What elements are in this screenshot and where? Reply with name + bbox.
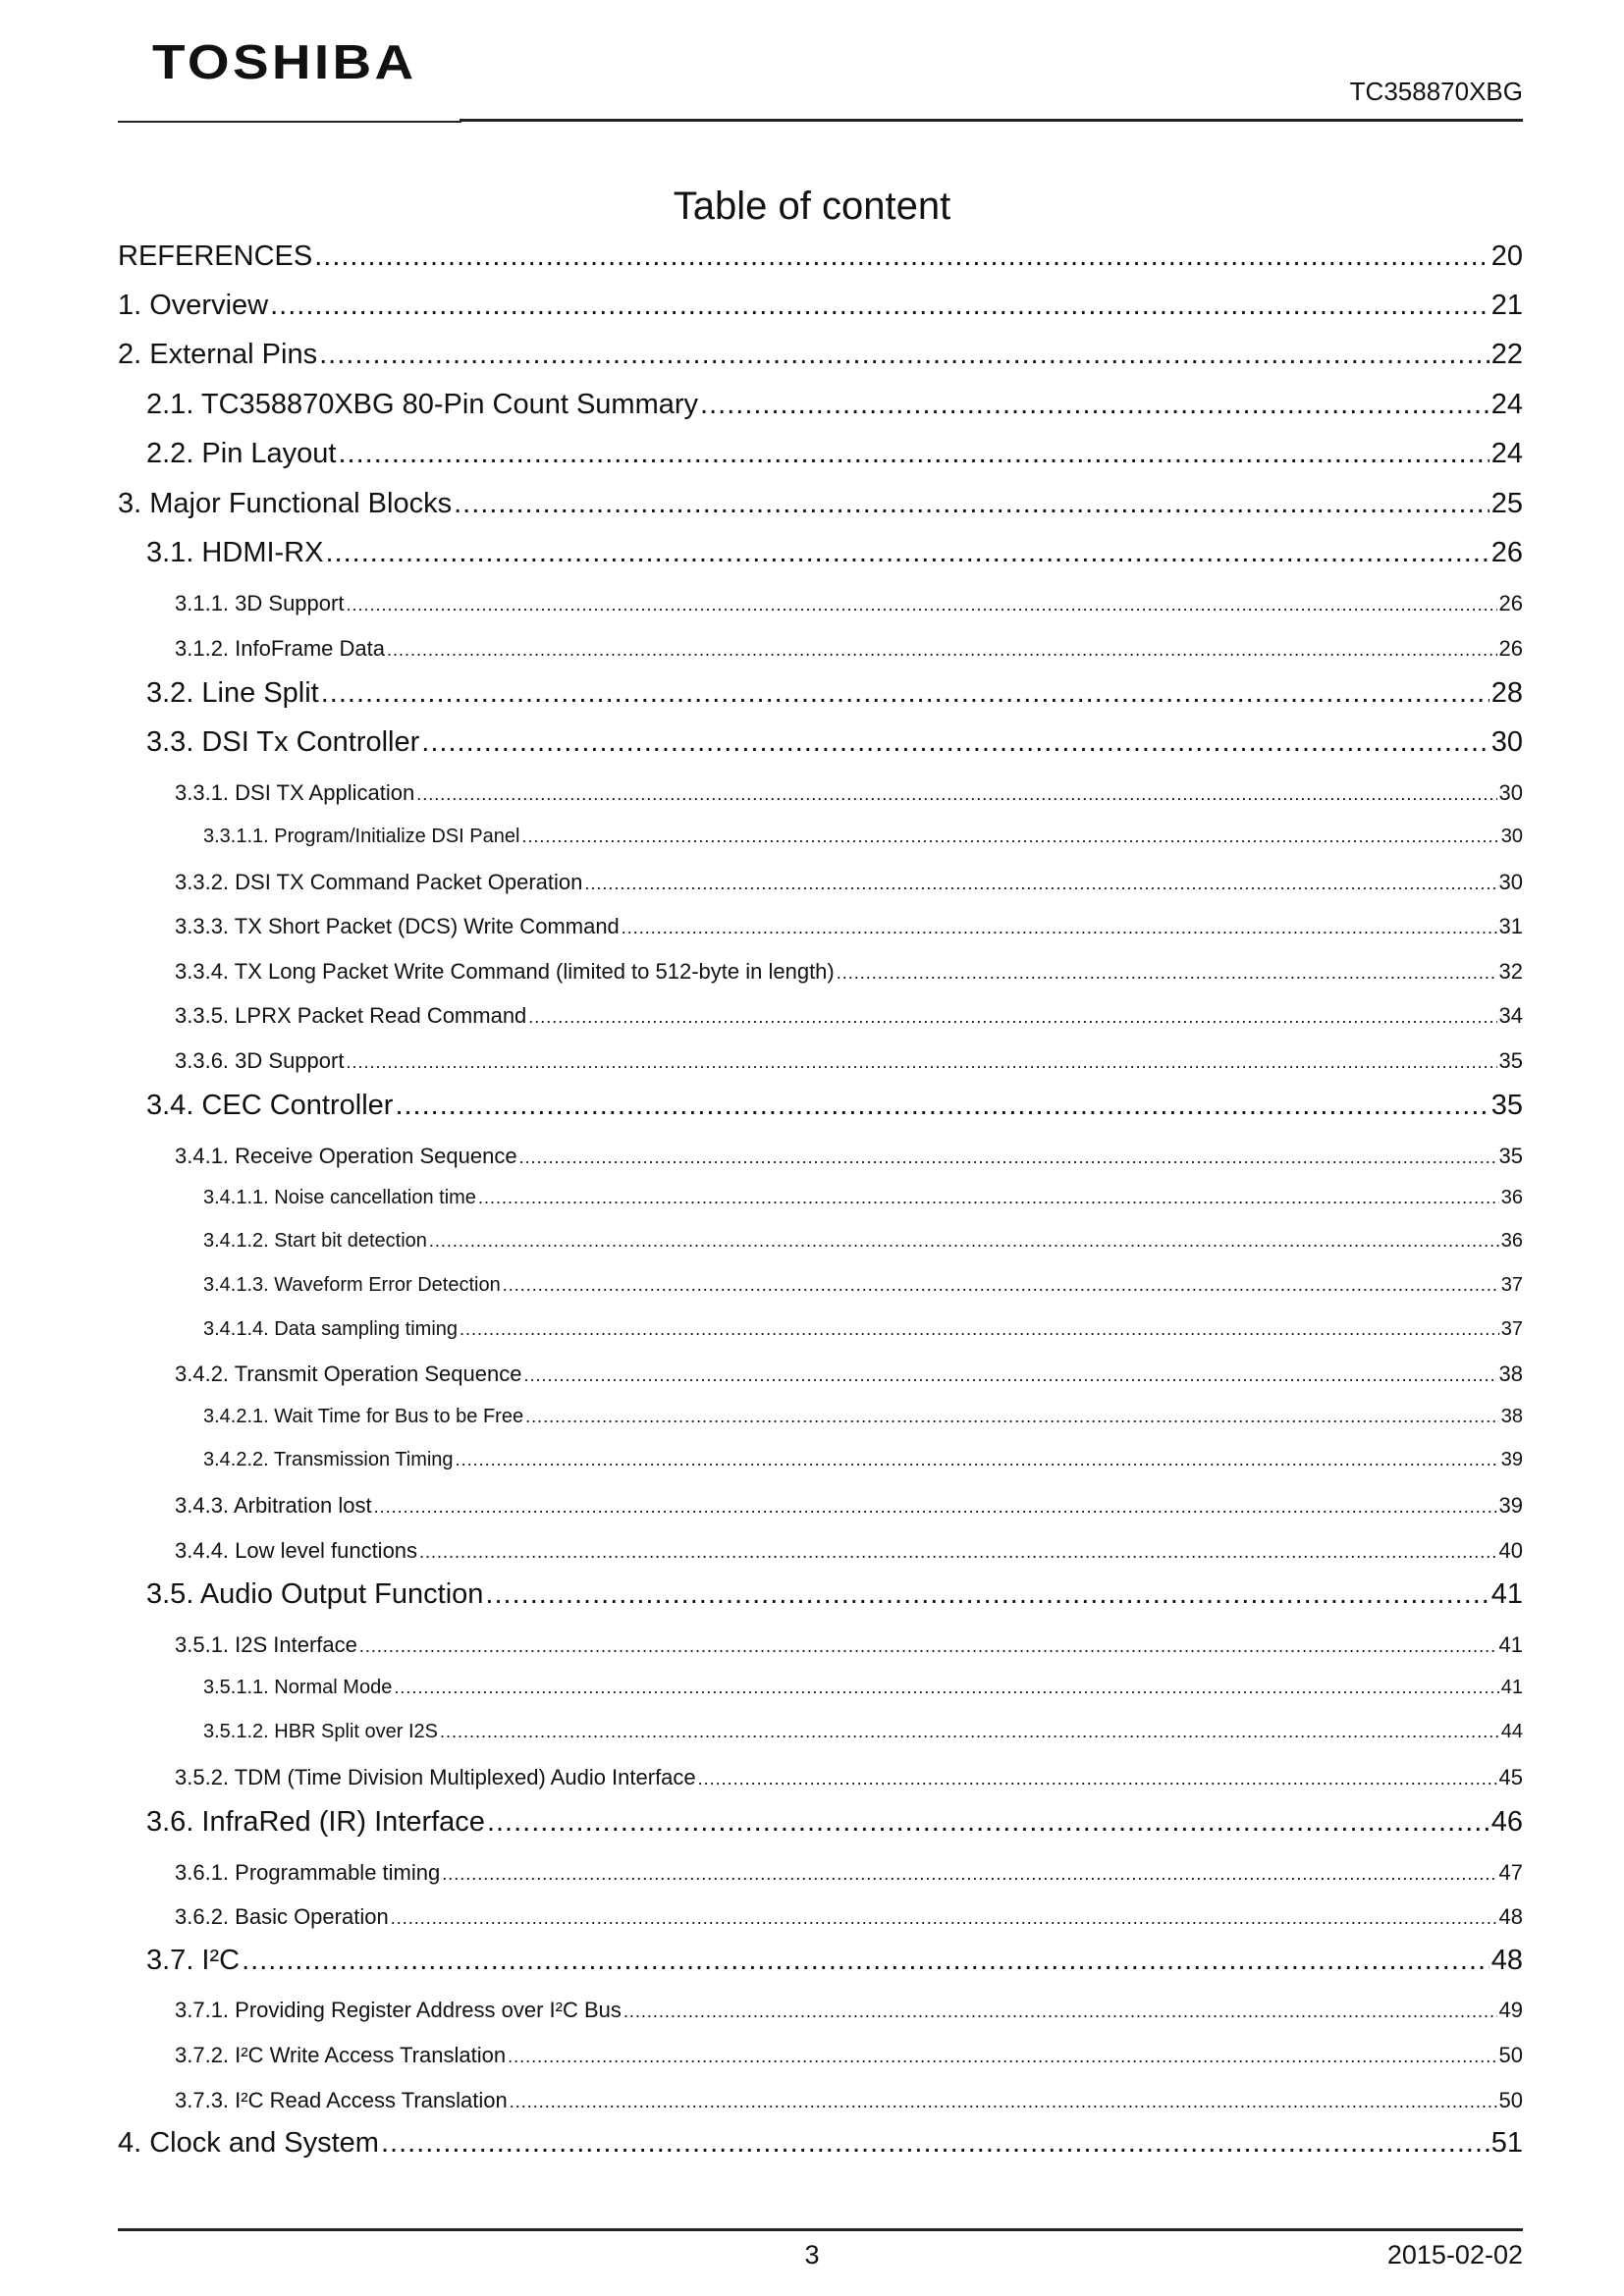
toc-entry-page: 30 [1500,826,1523,847]
toc-entry-title: 1. Overview [118,290,269,321]
toc-entry-page: 26 [1490,537,1523,568]
toc-entry-title: 3.4. CEC Controller [146,1090,394,1121]
toc-dot-leader [374,1497,1497,1518]
toc-dot-leader [394,1678,1498,1698]
toc-entry[interactable] [118,677,1523,710]
toc-entry-page: 40 [1498,1538,1523,1563]
toc-entry-page: 49 [1498,1998,1523,2022]
toc-entry-page: 39 [1500,1449,1523,1470]
toc-entry-title: 3.4.1. Receive Operation Sequence [175,1144,517,1168]
toc-entry-page: 36 [1500,1230,1523,1252]
toc-entry[interactable] [118,959,1523,985]
toc-entry-page: 31 [1498,914,1523,938]
toc-entry[interactable] [118,780,1523,806]
toc-entry-title: 3.2. Line Split [146,677,319,709]
header-rule-left [118,121,461,123]
toc-dot-leader [440,1722,1499,1742]
toc-dot-leader [346,1052,1496,1073]
toc-dot-leader [487,1806,1489,1839]
toc-dot-leader [521,827,1498,847]
toc-dot-leader [416,784,1496,805]
toc-entry[interactable] [118,1998,1523,2023]
toc-entry-page: 41 [1498,1632,1523,1657]
toc-entry-page: 44 [1500,1721,1523,1742]
toc-dot-leader [321,677,1489,710]
toc-entry-title: 3.6. InfraRed (IR) Interface [146,1806,485,1838]
toc-entry[interactable] [118,2043,1523,2068]
toc-entry-page: 24 [1490,438,1523,469]
toc-entry-page: 24 [1490,389,1523,420]
toc-entry[interactable] [118,537,1523,569]
toc-dot-leader [314,240,1489,273]
toc-dot-leader [346,595,1496,615]
toc-entry[interactable] [118,1230,1523,1253]
toc-dot-leader [837,963,1497,984]
toc-entry-title: 2. External Pins [118,339,318,370]
toc-entry-page: 38 [1498,1362,1523,1386]
toc-entry-page: 26 [1498,591,1523,615]
toc-entry-page: 34 [1498,1003,1523,1028]
toc-entry-title: 3.5.1.2. HBR Split over I2S [203,1721,439,1742]
toc-entry[interactable] [118,1860,1523,1886]
toc-dot-leader [523,1365,1496,1386]
toc-entry[interactable] [118,1187,1523,1209]
toc-dot-leader [270,290,1489,322]
toc-entry[interactable] [118,1904,1523,1930]
toc-entry[interactable] [118,389,1523,421]
toc-entry-title: 3.4.1.1. Noise cancellation time [203,1187,476,1208]
toc-entry[interactable] [118,1493,1523,1519]
toc-entry[interactable] [118,290,1523,322]
toc-dot-leader [421,726,1489,759]
toc-entry-title: 3.4.1.3. Waveform Error Detection [203,1274,501,1296]
toc-dot-leader [698,1769,1497,1789]
toc-entry-page: 32 [1498,959,1523,984]
toc-entry-page: 26 [1498,636,1523,661]
toc-entry-title: 3.4.1.2. Start bit detection [203,1230,427,1252]
toc-dot-leader [622,918,1497,938]
page-number: 3 [804,2240,820,2269]
toc-entry[interactable] [118,1677,1523,1699]
toc-dot-leader [387,640,1497,661]
toc-entry-page: 39 [1498,1493,1523,1518]
toc-entry-page: 20 [1490,240,1523,272]
toc-dot-leader [519,1148,1497,1168]
toc-entry[interactable] [118,1406,1523,1428]
toc-entry[interactable] [118,1274,1523,1297]
toc-entry-title: 3.3.3. TX Short Packet (DCS) Write Command [175,914,620,938]
toc-entry-title: 3.4.4. Low level functions [175,1538,418,1563]
toc-dot-leader [419,1542,1496,1563]
toc-entry-title: 3.5.2. TDM (Time Division Multiplexed) Audio Interface [175,1765,696,1789]
toc-dot-leader [429,1231,1499,1252]
toc-dot-leader [525,1407,1499,1427]
toc-entry[interactable] [118,1362,1523,1387]
toc-entry-title: 3.4.2.2. Transmission Timing [203,1449,454,1470]
toc-entry-title: 3.3.4. TX Long Packet Write Command (limited to 512-byte in length) [175,959,835,984]
footer-rule [118,2228,1523,2231]
toc-dot-leader [700,389,1489,421]
toc-entry-title: 3.6.1. Programmable timing [175,1860,441,1885]
toc-entry-title: 3.1.1. 3D Support [175,591,345,615]
toc-entry[interactable] [118,826,1523,848]
toc-dot-leader [584,874,1496,894]
toc-entry[interactable] [118,1090,1523,1122]
toc-entry-page: 50 [1498,2088,1523,2112]
toc-dot-leader [510,2092,1497,2112]
page-title: Table of content [673,185,951,228]
toc-entry[interactable] [118,1318,1523,1341]
toc-dot-leader [319,339,1489,371]
toc-dot-leader [528,1007,1496,1028]
toc-entry-title: 3.3.1. DSI TX Application [175,780,415,805]
toc-entry-page: 36 [1500,1187,1523,1208]
toc-entry-title: 3.1.2. InfoFrame Data [175,636,385,661]
toc-entry[interactable] [118,339,1523,371]
toc-entry[interactable] [118,2088,1523,2113]
toc-dot-leader [508,2047,1496,2067]
toc-entry-page: 38 [1500,1406,1523,1427]
toc-entry[interactable] [118,1003,1523,1029]
toc-entry[interactable] [118,1449,1523,1471]
toc-entry-page: 22 [1490,339,1523,370]
toc-entry-page: 41 [1490,1578,1523,1610]
toc-entry-page: 35 [1498,1048,1523,1073]
toc-entry-title: 3.4.3. Arbitration lost [175,1493,372,1518]
toc-entry[interactable] [118,240,1523,273]
toc-entry-page: 45 [1498,1765,1523,1789]
toc-dot-leader [391,1908,1497,1929]
toc-entry[interactable] [118,1632,1523,1658]
toc-entry[interactable] [118,636,1523,662]
toc-dot-leader [623,2002,1497,2022]
toc-dot-leader [359,1636,1497,1657]
toc-entry[interactable] [118,2127,1523,2160]
toc-dot-leader [395,1090,1489,1122]
toc-entry-title: 2.1. TC358870XBG 80-Pin Count Summary [146,389,699,420]
toc-dot-leader [381,2127,1489,2160]
toc-entry-title: 3.5.1.1. Normal Mode [203,1677,393,1698]
toc-entry-page: 41 [1500,1677,1523,1698]
toc-dot-leader [242,1945,1489,1977]
toc-dot-leader [454,488,1489,520]
toc-entry-page: 50 [1498,2043,1523,2067]
toc-entry[interactable] [118,1538,1523,1564]
toc-entry-page: 48 [1498,1904,1523,1929]
toc-entry-page: 30 [1498,870,1523,894]
toc-entry[interactable] [118,1945,1523,1977]
toc-entry-title: 3.6.2. Basic Operation [175,1904,389,1929]
toc-entry[interactable] [118,1765,1523,1790]
toc-entry-title: 3.3. DSI Tx Controller [146,726,420,758]
toc-entry-title: REFERENCES [118,240,313,272]
toc-dot-leader [460,1319,1499,1340]
toc-entry[interactable] [118,438,1523,470]
toc-entry-title: 3.4.1.4. Data sampling timing [203,1318,459,1340]
toc-dot-leader [503,1275,1499,1296]
toc-entry[interactable] [118,1721,1523,1743]
toc-entry-title: 4. Clock and System [118,2127,379,2159]
toc-entry-title: 3.5.1. I2S Interface [175,1632,357,1657]
toc-entry-page: 37 [1500,1274,1523,1296]
toc-entry-page: 47 [1498,1860,1523,1885]
toc-entry[interactable] [118,488,1523,520]
toc-entry[interactable] [118,726,1523,759]
toc-entry-page: 30 [1498,780,1523,805]
toc-entry-title: 3.7. I²C [146,1945,241,1976]
document-date: 2015-02-02 [1386,2240,1523,2269]
toc-entry[interactable] [118,914,1523,939]
document-id: TC358870XBG [1349,77,1523,106]
toc-entry-page: 46 [1490,1806,1523,1838]
toc-entry[interactable] [118,1144,1523,1169]
toc-dot-leader [456,1450,1499,1470]
toc-entry[interactable] [118,1806,1523,1839]
toc-entry-page: 35 [1498,1144,1523,1168]
toc-entry-title: 3.5. Audio Output Function [146,1578,484,1610]
toc-entry-page: 25 [1490,488,1523,519]
toc-dot-leader [338,438,1489,470]
toc-entry-title: 3.7.1. Providing Register Address over I²C Bus [175,1998,622,2022]
toc-entry-page: 21 [1490,290,1523,321]
toc-entry-page: 28 [1490,677,1523,709]
toc-entry-title: 3.1. HDMI-RX [146,537,324,568]
header-rule [460,119,1523,122]
toc-entry[interactable] [118,870,1523,895]
toc-entry-page: 51 [1490,2127,1523,2159]
toc-entry-page: 30 [1490,726,1523,758]
toc-entry-title: 3.3.1.1. Program/Initialize DSI Panel [203,826,520,847]
toc-dot-leader [485,1578,1489,1611]
toc-entry-title: 3. Major Functional Blocks [118,488,453,519]
toc-dot-leader [478,1188,1499,1208]
toc-entry-title: 3.4.2. Transmit Operation Sequence [175,1362,522,1386]
toc-entry-title: 2.2. Pin Layout [146,438,337,469]
toc-entry-title: 3.3.5. LPRX Packet Read Command [175,1003,527,1028]
toshiba-logo: TOSHIBA [152,36,417,89]
toc-entry-title: 3.3.6. 3D Support [175,1048,345,1073]
toc-entry-page: 35 [1490,1090,1523,1121]
toc-entry[interactable] [118,591,1523,616]
toc-entry-page: 48 [1490,1945,1523,1976]
toc-dot-leader [325,537,1489,569]
toc-entry-page: 37 [1500,1318,1523,1340]
toc-entry[interactable] [118,1578,1523,1611]
toc-entry-title: 3.7.3. I²C Read Access Translation [175,2088,508,2112]
toc-entry[interactable] [118,1048,1523,1074]
toc-entry-title: 3.4.2.1. Wait Time for Bus to be Free [203,1406,524,1427]
toc-entry-title: 3.3.2. DSI TX Command Packet Operation [175,870,583,894]
toc-dot-leader [442,1864,1496,1885]
toc-entry-title: 3.7.2. I²C Write Access Translation [175,2043,507,2067]
